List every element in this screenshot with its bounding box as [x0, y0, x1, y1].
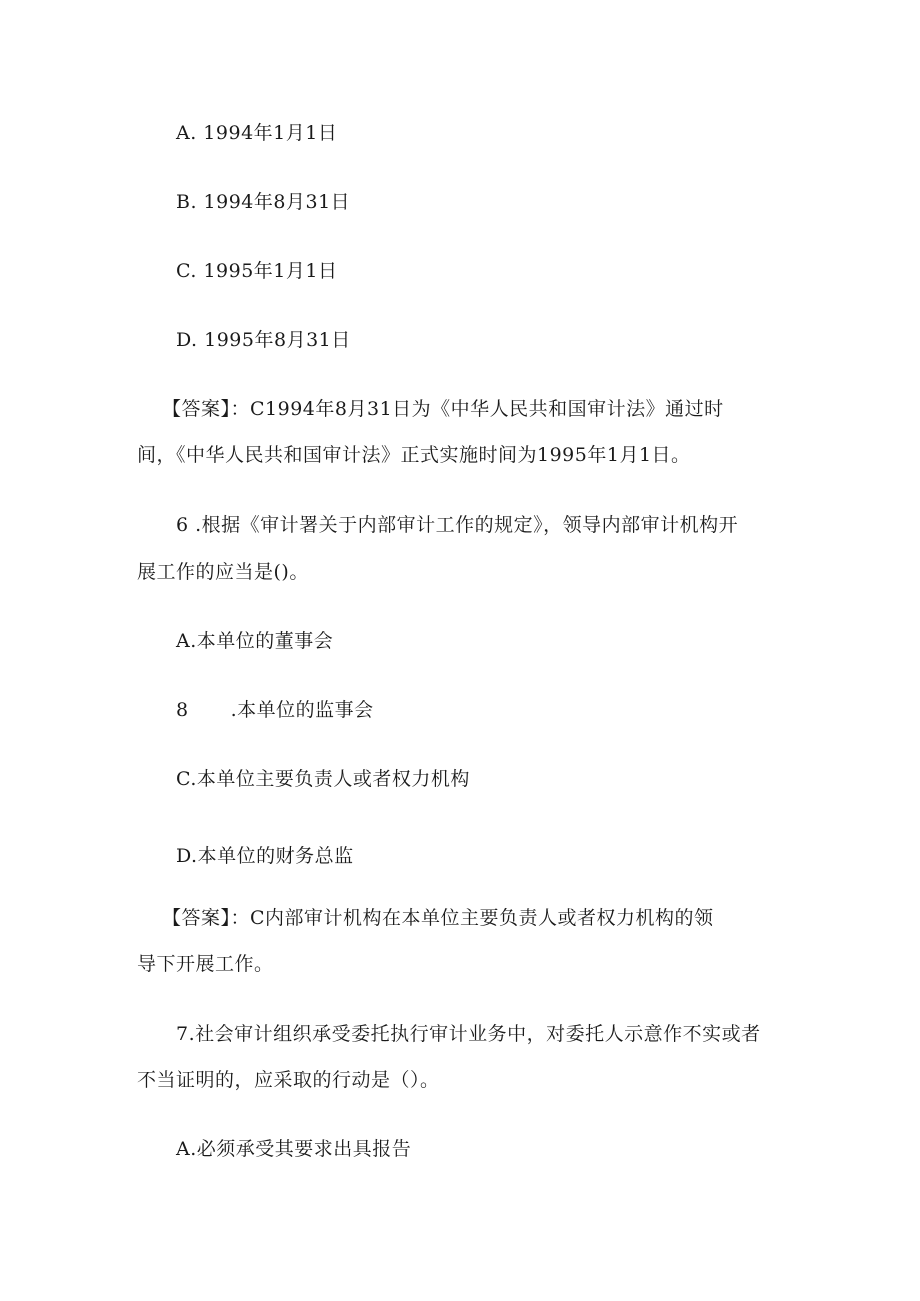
q6-option-d: D.本单位的财务总监 — [176, 845, 354, 867]
q6-option-c: C.本单位主要负责人或者权力机构 — [176, 768, 470, 790]
q6-option-b-text: .本单位的监事会 — [230, 699, 374, 721]
q7-option-a: A.必须承受其要求出具报告 — [176, 1138, 412, 1160]
q6-stem-line-1: 6 .根据《审计署关于内部审计工作的规定》，领导内部审计机构开 — [176, 514, 739, 536]
q5-answer-line-2: 间，《中华人民共和国审计法》正式实施时间为1995年1月1日。 — [137, 444, 691, 466]
q6-answer-line-1: 【答案】：C内部审计机构在本单位主要负责人或者权力机构的领 — [162, 907, 714, 929]
q6-answer-line-2: 导下开展工作。 — [137, 953, 274, 975]
q5-answer-line-1: 【答案】：C1994年8月31日为《中华人民共和国审计法》通过时 — [162, 398, 724, 420]
q6-option-a: A.本单位的董事会 — [176, 630, 334, 652]
q7-stem-line-2: 不当证明的，应采取的行动是（）。 — [137, 1069, 440, 1091]
q6-option-b — [176, 697, 374, 723]
q7-stem-line-1: 7.社会审计组织承受委托执行审计业务中，对委托人示意作不实或者 — [176, 1023, 761, 1045]
q5-option-d: D. 1995年8月31日 — [176, 329, 351, 351]
q6-stem-line-2: 展工作的应当是()。 — [137, 561, 309, 583]
q6-option-b-number: 8 — [176, 699, 189, 721]
q5-option-a: A. 1994年1月1日 — [176, 122, 338, 144]
q5-option-c: C. 1995年1月1日 — [176, 260, 338, 282]
q5-option-b: B. 1994年8月31日 — [176, 191, 351, 213]
